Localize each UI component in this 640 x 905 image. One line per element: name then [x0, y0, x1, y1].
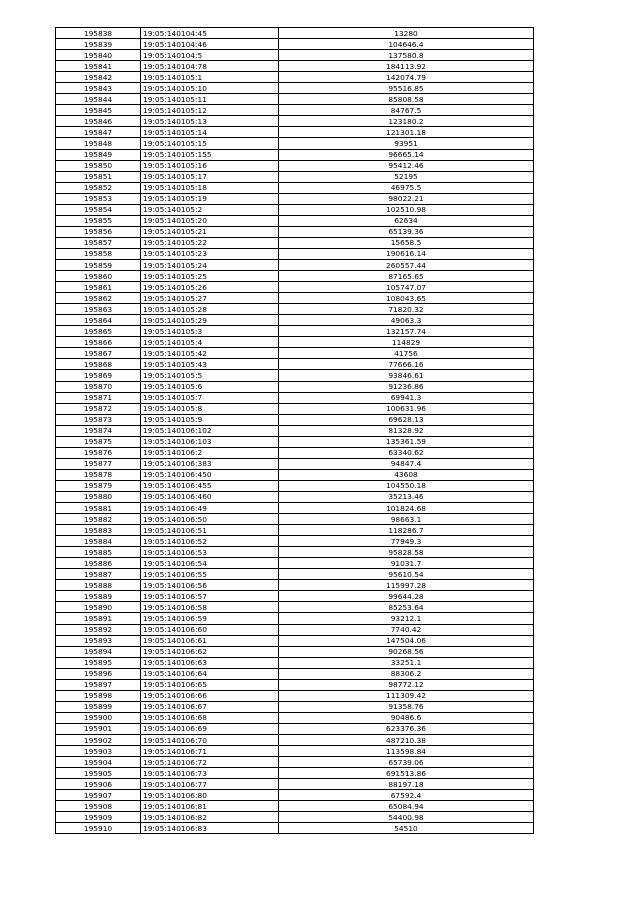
timestamp-code-cell: 19:05:140106:450: [141, 469, 279, 480]
data-table: [55, 27, 534, 834]
timestamp-code-cell: 19:05:140105:11: [141, 94, 279, 105]
table-row: [56, 469, 534, 480]
amount-cell: 98022.21: [279, 193, 534, 204]
record-id-cell: 195869: [56, 370, 141, 381]
timestamp-code-cell: 19:05:140106:69: [141, 723, 279, 734]
record-id-cell: 195903: [56, 746, 141, 757]
timestamp-code-cell: 19:05:140105:21: [141, 226, 279, 237]
table-row: [56, 547, 534, 558]
timestamp-code-cell: 19:05:140105:12: [141, 105, 279, 116]
timestamp-code-cell: 19:05:140105:5: [141, 370, 279, 381]
table-row: [56, 536, 534, 547]
amount-cell: 623376.36: [279, 723, 534, 734]
timestamp-code-cell: 19:05:140106:65: [141, 679, 279, 690]
timestamp-code-cell: 19:05:140106:64: [141, 668, 279, 679]
table-row: [56, 337, 534, 348]
timestamp-code-cell: 19:05:140106:49: [141, 503, 279, 514]
amount-cell: 118286.7: [279, 525, 534, 536]
record-id-cell: 195910: [56, 823, 141, 834]
timestamp-code-cell: 19:05:140104:45: [141, 28, 279, 39]
table-row: [56, 602, 534, 613]
table-row: [56, 392, 534, 403]
timestamp-code-cell: 19:05:140106:55: [141, 569, 279, 580]
amount-cell: 91358.76: [279, 701, 534, 712]
timestamp-code-cell: 19:05:140105:28: [141, 304, 279, 315]
timestamp-code-cell: 19:05:140105:10: [141, 83, 279, 94]
table-row: [56, 414, 534, 425]
amount-cell: 93951: [279, 138, 534, 149]
timestamp-code-cell: 19:05:140105:27: [141, 293, 279, 304]
record-id-cell: 195859: [56, 259, 141, 270]
amount-cell: 85808.58: [279, 94, 534, 105]
record-id-cell: 195894: [56, 646, 141, 657]
amount-cell: 98663.1: [279, 514, 534, 525]
table-row: [56, 271, 534, 282]
table-row: [56, 624, 534, 635]
record-id-cell: 195878: [56, 469, 141, 480]
amount-cell: 67592.4: [279, 790, 534, 801]
table-row: [56, 580, 534, 591]
timestamp-code-cell: 19:05:140106:383: [141, 458, 279, 469]
record-id-cell: 195884: [56, 536, 141, 547]
table-row: [56, 458, 534, 469]
table-row: [56, 160, 534, 171]
record-id-cell: 195899: [56, 701, 141, 712]
amount-cell: 13280: [279, 28, 534, 39]
amount-cell: 81328.92: [279, 425, 534, 436]
table-row: [56, 39, 534, 50]
timestamp-code-cell: 19:05:140104:78: [141, 61, 279, 72]
timestamp-code-cell: 19:05:140105:2: [141, 204, 279, 215]
timestamp-code-cell: 19:05:140106:73: [141, 768, 279, 779]
record-id-cell: 195853: [56, 193, 141, 204]
table-row: [56, 779, 534, 790]
record-id-cell: 195861: [56, 282, 141, 293]
table-row: [56, 646, 534, 657]
table-row: [56, 790, 534, 801]
table-row: [56, 215, 534, 226]
amount-cell: 94847.4: [279, 458, 534, 469]
record-id-cell: 195858: [56, 248, 141, 259]
table-row: [56, 204, 534, 215]
timestamp-code-cell: 19:05:140106:72: [141, 757, 279, 768]
timestamp-code-cell: 19:05:140105:42: [141, 348, 279, 359]
table-row: [56, 381, 534, 392]
amount-cell: 114829: [279, 337, 534, 348]
amount-cell: 108043.65: [279, 293, 534, 304]
record-id-cell: 195864: [56, 315, 141, 326]
record-id-cell: 195865: [56, 326, 141, 337]
record-id-cell: 195896: [56, 668, 141, 679]
record-id-cell: 195840: [56, 50, 141, 61]
record-id-cell: 195885: [56, 547, 141, 558]
record-id-cell: 195856: [56, 226, 141, 237]
table-row: [56, 94, 534, 105]
amount-cell: 35213.46: [279, 491, 534, 502]
timestamp-code-cell: 19:05:140106:102: [141, 425, 279, 436]
timestamp-code-cell: 19:05:140106:50: [141, 514, 279, 525]
table-row: [56, 127, 534, 138]
timestamp-code-cell: 19:05:140106:71: [141, 746, 279, 757]
amount-cell: 93212.1: [279, 613, 534, 624]
record-id-cell: 195906: [56, 779, 141, 790]
timestamp-code-cell: 19:05:140106:58: [141, 602, 279, 613]
record-id-cell: 195889: [56, 591, 141, 602]
timestamp-code-cell: 19:05:140105:43: [141, 359, 279, 370]
timestamp-code-cell: 19:05:140106:81: [141, 801, 279, 812]
amount-cell: 52195: [279, 171, 534, 182]
table-row: [56, 757, 534, 768]
table-row: [56, 359, 534, 370]
timestamp-code-cell: 19:05:140105:7: [141, 392, 279, 403]
timestamp-code-cell: 19:05:140105:9: [141, 414, 279, 425]
amount-cell: 184113.92: [279, 61, 534, 72]
timestamp-code-cell: 19:05:140106:82: [141, 812, 279, 823]
record-id-cell: 195901: [56, 723, 141, 734]
amount-cell: 95610.54: [279, 569, 534, 580]
amount-cell: 260557.44: [279, 259, 534, 270]
table-row: [56, 690, 534, 701]
timestamp-code-cell: 19:05:140105:1: [141, 72, 279, 83]
amount-cell: 113598.84: [279, 746, 534, 757]
timestamp-code-cell: 19:05:140105:3: [141, 326, 279, 337]
amount-cell: 88306.2: [279, 668, 534, 679]
table-row: [56, 668, 534, 679]
timestamp-code-cell: 19:05:140105:14: [141, 127, 279, 138]
timestamp-code-cell: 19:05:140105:19: [141, 193, 279, 204]
timestamp-code-cell: 19:05:140105:16: [141, 160, 279, 171]
amount-cell: 62634: [279, 215, 534, 226]
table-row: [56, 171, 534, 182]
amount-cell: 69941.3: [279, 392, 534, 403]
amount-cell: 85253.64: [279, 602, 534, 613]
timestamp-code-cell: 19:05:140104:5: [141, 50, 279, 61]
amount-cell: 121301.18: [279, 127, 534, 138]
table-row: [56, 701, 534, 712]
timestamp-code-cell: 19:05:140105:22: [141, 237, 279, 248]
table-row: [56, 370, 534, 381]
timestamp-code-cell: 19:05:140105:23: [141, 248, 279, 259]
timestamp-code-cell: 19:05:140106:80: [141, 790, 279, 801]
amount-cell: 111309.42: [279, 690, 534, 701]
table-row: [56, 248, 534, 259]
record-id-cell: 195890: [56, 602, 141, 613]
amount-cell: 135361.59: [279, 436, 534, 447]
amount-cell: 95828.58: [279, 547, 534, 558]
timestamp-code-cell: 19:05:140106:83: [141, 823, 279, 834]
record-id-cell: 195887: [56, 569, 141, 580]
amount-cell: 69628.13: [279, 414, 534, 425]
timestamp-code-cell: 19:05:140105:8: [141, 403, 279, 414]
record-id-cell: 195880: [56, 491, 141, 502]
timestamp-code-cell: 19:05:140106:56: [141, 580, 279, 591]
amount-cell: 49063.3: [279, 315, 534, 326]
record-id-cell: 195907: [56, 790, 141, 801]
timestamp-code-cell: 19:05:140105:29: [141, 315, 279, 326]
table-row: [56, 293, 534, 304]
table-row: [56, 326, 534, 337]
table-row: [56, 259, 534, 270]
amount-cell: 93846.61: [279, 370, 534, 381]
amount-cell: 33251.1: [279, 657, 534, 668]
table-row: [56, 403, 534, 414]
timestamp-code-cell: 19:05:140106:70: [141, 735, 279, 746]
record-id-cell: 195888: [56, 580, 141, 591]
timestamp-code-cell: 19:05:140106:57: [141, 591, 279, 602]
table-row: [56, 105, 534, 116]
table-row: [56, 83, 534, 94]
record-id-cell: 195882: [56, 514, 141, 525]
table-row: [56, 72, 534, 83]
amount-cell: 63340.62: [279, 447, 534, 458]
amount-cell: 7740.42: [279, 624, 534, 635]
timestamp-code-cell: 19:05:140106:460: [141, 491, 279, 502]
amount-cell: 96665.14: [279, 149, 534, 160]
amount-cell: 104550.18: [279, 480, 534, 491]
timestamp-code-cell: 19:05:140105:18: [141, 182, 279, 193]
record-id-cell: 195891: [56, 613, 141, 624]
timestamp-code-cell: 19:05:140105:20: [141, 215, 279, 226]
record-id-cell: 195893: [56, 635, 141, 646]
record-id-cell: 195904: [56, 757, 141, 768]
amount-cell: 487210.38: [279, 735, 534, 746]
record-id-cell: 195900: [56, 712, 141, 723]
timestamp-code-cell: 19:05:140106:66: [141, 690, 279, 701]
record-id-cell: 195874: [56, 425, 141, 436]
record-id-cell: 195886: [56, 558, 141, 569]
record-id-cell: 195881: [56, 503, 141, 514]
table-row: [56, 116, 534, 127]
record-id-cell: 195860: [56, 271, 141, 282]
table-row: [56, 149, 534, 160]
table-row: [56, 679, 534, 690]
amount-cell: 190616.14: [279, 248, 534, 259]
timestamp-code-cell: 19:05:140106:62: [141, 646, 279, 657]
record-id-cell: 195848: [56, 138, 141, 149]
amount-cell: 77666.16: [279, 359, 534, 370]
record-id-cell: 195876: [56, 447, 141, 458]
amount-cell: 142074.79: [279, 72, 534, 83]
amount-cell: 91031.7: [279, 558, 534, 569]
record-id-cell: 195862: [56, 293, 141, 304]
timestamp-code-cell: 19:05:140106:60: [141, 624, 279, 635]
amount-cell: 90268.56: [279, 646, 534, 657]
timestamp-code-cell: 19:05:140105:13: [141, 116, 279, 127]
record-id-cell: 195883: [56, 525, 141, 536]
timestamp-code-cell: 19:05:140106:63: [141, 657, 279, 668]
timestamp-code-cell: 19:05:140106:68: [141, 712, 279, 723]
amount-cell: 104646.4: [279, 39, 534, 50]
timestamp-code-cell: 19:05:140106:61: [141, 635, 279, 646]
table-row: [56, 613, 534, 624]
record-id-cell: 195849: [56, 149, 141, 160]
timestamp-code-cell: 19:05:140105:155: [141, 149, 279, 160]
amount-cell: 71820.32: [279, 304, 534, 315]
amount-cell: 95516.85: [279, 83, 534, 94]
record-id-cell: 195875: [56, 436, 141, 447]
table-row: [56, 723, 534, 734]
table-row: [56, 282, 534, 293]
record-id-cell: 195863: [56, 304, 141, 315]
timestamp-code-cell: 19:05:140105:4: [141, 337, 279, 348]
table-row: [56, 182, 534, 193]
record-id-cell: 195838: [56, 28, 141, 39]
table-row: [56, 525, 534, 536]
amount-cell: 87165.65: [279, 271, 534, 282]
amount-cell: 88197.18: [279, 779, 534, 790]
table-row: [56, 635, 534, 646]
amount-cell: 65084.94: [279, 801, 534, 812]
table-row: [56, 746, 534, 757]
table-row: [56, 50, 534, 61]
record-id-cell: 195866: [56, 337, 141, 348]
table-row: [56, 226, 534, 237]
table-row: [56, 237, 534, 248]
amount-cell: 77949.3: [279, 536, 534, 547]
record-id-cell: 195908: [56, 801, 141, 812]
table-row: [56, 558, 534, 569]
record-id-cell: 195843: [56, 83, 141, 94]
amount-cell: 98772.12: [279, 679, 534, 690]
timestamp-code-cell: 19:05:140105:25: [141, 271, 279, 282]
amount-cell: 99644.28: [279, 591, 534, 602]
table-row: [56, 348, 534, 359]
amount-cell: 105747.07: [279, 282, 534, 293]
record-id-cell: 195873: [56, 414, 141, 425]
timestamp-code-cell: 19:05:140106:52: [141, 536, 279, 547]
record-id-cell: 195909: [56, 812, 141, 823]
record-id-cell: 195855: [56, 215, 141, 226]
table-row: [56, 712, 534, 723]
amount-cell: 100631.96: [279, 403, 534, 414]
timestamp-code-cell: 19:05:140106:51: [141, 525, 279, 536]
table-row: [56, 138, 534, 149]
timestamp-code-cell: 19:05:140105:6: [141, 381, 279, 392]
table-row: [56, 193, 534, 204]
table-row: [56, 491, 534, 502]
record-id-cell: 195898: [56, 690, 141, 701]
table-row: [56, 801, 534, 812]
table-row: [56, 315, 534, 326]
amount-cell: 90486.6: [279, 712, 534, 723]
amount-cell: 54400.98: [279, 812, 534, 823]
record-id-cell: 195870: [56, 381, 141, 392]
record-id-cell: 195905: [56, 768, 141, 779]
record-id-cell: 195868: [56, 359, 141, 370]
amount-cell: 691513.86: [279, 768, 534, 779]
timestamp-code-cell: 19:05:140106:455: [141, 480, 279, 491]
timestamp-code-cell: 19:05:140106:53: [141, 547, 279, 558]
amount-cell: 91236.86: [279, 381, 534, 392]
record-id-cell: 195844: [56, 94, 141, 105]
timestamp-code-cell: 19:05:140105:15: [141, 138, 279, 149]
table-row: [56, 28, 534, 39]
record-id-cell: 195879: [56, 480, 141, 491]
record-id-cell: 195872: [56, 403, 141, 414]
table-row: [56, 735, 534, 746]
record-id-cell: 195850: [56, 160, 141, 171]
amount-cell: 123180.2: [279, 116, 534, 127]
table-row: [56, 503, 534, 514]
table-row: [56, 768, 534, 779]
table-row: [56, 425, 534, 436]
amount-cell: 115997.28: [279, 580, 534, 591]
record-id-cell: 195852: [56, 182, 141, 193]
record-id-cell: 195877: [56, 458, 141, 469]
amount-cell: 54510: [279, 823, 534, 834]
timestamp-code-cell: 19:05:140106:2: [141, 447, 279, 458]
amount-cell: 84767.5: [279, 105, 534, 116]
table-row: [56, 304, 534, 315]
record-id-cell: 195902: [56, 735, 141, 746]
table-row: [56, 514, 534, 525]
timestamp-code-cell: 19:05:140106:67: [141, 701, 279, 712]
record-id-cell: 195842: [56, 72, 141, 83]
amount-cell: 65139.36: [279, 226, 534, 237]
table-row: [56, 480, 534, 491]
timestamp-code-cell: 19:05:140106:59: [141, 613, 279, 624]
table-row: [56, 657, 534, 668]
amount-cell: 15658.5: [279, 237, 534, 248]
amount-cell: 65739.06: [279, 757, 534, 768]
table-row: [56, 823, 534, 834]
table-body: [56, 28, 534, 834]
record-id-cell: 195851: [56, 171, 141, 182]
table-row: [56, 61, 534, 72]
record-id-cell: 195871: [56, 392, 141, 403]
timestamp-code-cell: 19:05:140106:54: [141, 558, 279, 569]
record-id-cell: 195895: [56, 657, 141, 668]
timestamp-code-cell: 19:05:140106:103: [141, 436, 279, 447]
record-id-cell: 195854: [56, 204, 141, 215]
amount-cell: 102510.98: [279, 204, 534, 215]
record-id-cell: 195867: [56, 348, 141, 359]
timestamp-code-cell: 19:05:140105:17: [141, 171, 279, 182]
amount-cell: 101824.68: [279, 503, 534, 514]
record-id-cell: 195846: [56, 116, 141, 127]
amount-cell: 147504.06: [279, 635, 534, 646]
timestamp-code-cell: 19:05:140105:26: [141, 282, 279, 293]
timestamp-code-cell: 19:05:140104:46: [141, 39, 279, 50]
table-row: [56, 569, 534, 580]
record-id-cell: 195897: [56, 679, 141, 690]
table-row: [56, 447, 534, 458]
record-id-cell: 195845: [56, 105, 141, 116]
amount-cell: 137580.8: [279, 50, 534, 61]
record-id-cell: 195892: [56, 624, 141, 635]
table-row: [56, 436, 534, 447]
record-id-cell: 195857: [56, 237, 141, 248]
timestamp-code-cell: 19:05:140106:77: [141, 779, 279, 790]
amount-cell: 43608: [279, 469, 534, 480]
record-id-cell: 195847: [56, 127, 141, 138]
record-id-cell: 195839: [56, 39, 141, 50]
record-id-cell: 195841: [56, 61, 141, 72]
amount-cell: 41756: [279, 348, 534, 359]
timestamp-code-cell: 19:05:140105:24: [141, 259, 279, 270]
amount-cell: 46975.5: [279, 182, 534, 193]
amount-cell: 95412.46: [279, 160, 534, 171]
amount-cell: 132157.74: [279, 326, 534, 337]
table-row: [56, 591, 534, 602]
table-row: [56, 812, 534, 823]
